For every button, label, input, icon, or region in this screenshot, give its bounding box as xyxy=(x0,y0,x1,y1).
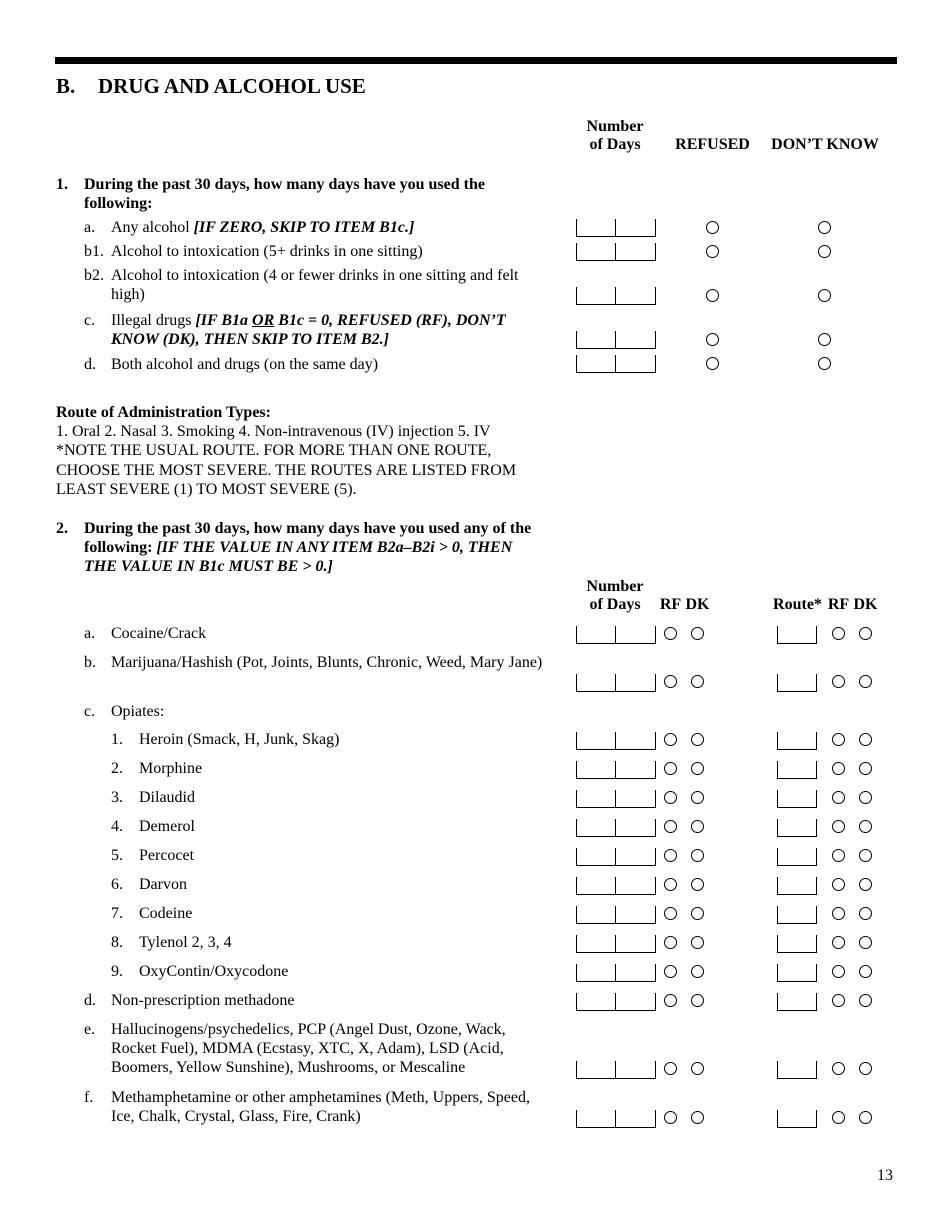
route-rf-radio[interactable] xyxy=(832,994,845,1007)
route-dk-radio[interactable] xyxy=(859,733,872,746)
route-rf-radio[interactable] xyxy=(832,936,845,949)
days-input-box[interactable] xyxy=(576,964,656,982)
top-rule xyxy=(55,57,897,64)
days-input-box[interactable] xyxy=(576,761,656,779)
rf-radio[interactable] xyxy=(664,675,677,688)
rf-radio[interactable] xyxy=(664,965,677,978)
route-rf-radio[interactable] xyxy=(832,627,845,640)
rf-radio[interactable] xyxy=(664,849,677,862)
refused-radio[interactable] xyxy=(706,221,719,234)
q2-rf2-header: RF xyxy=(827,596,850,613)
route-rf-radio[interactable] xyxy=(832,965,845,978)
route-input-box[interactable] xyxy=(777,935,817,953)
days-input-box[interactable] xyxy=(576,1110,656,1128)
dk-radio[interactable] xyxy=(691,820,704,833)
route-input-box[interactable] xyxy=(777,674,817,692)
route-dk-radio[interactable] xyxy=(859,936,872,949)
days-input-box[interactable] xyxy=(576,626,656,644)
q2-days-header: Number of Days xyxy=(586,578,644,613)
q1-item-b1: Alcohol to intoxication (5+ drinks in one sitting) xyxy=(111,243,423,260)
route-heading: Route of Administration Types: xyxy=(56,404,271,421)
q2-item-label: c. xyxy=(84,703,96,720)
rf-radio[interactable] xyxy=(664,762,677,775)
days-input-box[interactable] xyxy=(576,877,656,895)
q2-item-c: Opiates: xyxy=(111,703,165,720)
q2-item-b: Marijuana/Hashish (Pot, Joints, Blunts, Chronic, Weed, Mary Jane) xyxy=(111,654,543,671)
refused-radio[interactable] xyxy=(706,289,719,302)
q2-item-label: e. xyxy=(84,1021,96,1038)
q2-item-hallucinogens: Hallucinogens/psychedelics, PCP (Angel Dust, Ozone, Wack, Rocket Fuel), MDMA (Ecstasy, XTC, X, Adam), LSD (Acid, Boomers, Yellow Sunshine), Mushrooms, or Mescaline xyxy=(111,1021,506,1076)
q2-dk-header: DK xyxy=(685,596,710,613)
route-dk-radio[interactable] xyxy=(859,994,872,1007)
q1-item-label: b2. xyxy=(84,267,104,284)
q1-item-label: a. xyxy=(84,219,96,236)
route-dk-radio[interactable] xyxy=(859,791,872,804)
dk-radio[interactable] xyxy=(691,1062,704,1075)
q2-item-methadone: Non-prescription methadone xyxy=(111,992,295,1009)
days-input-box[interactable] xyxy=(576,1061,656,1079)
q2-item-demerol: Demerol xyxy=(139,818,195,835)
q2-prompt: During the past 30 days, how many days have you used any of the following: [IF THE VALUE IN ANY ITEM B2a–B2i > 0, THEN THE VALUE IN B1c MUST BE > 0.] xyxy=(84,520,532,575)
dont-know-radio[interactable] xyxy=(818,333,831,346)
rf-radio[interactable] xyxy=(664,907,677,920)
q2-item-oxycontin: OxyContin/Oxycodone xyxy=(139,963,289,980)
days-input-box[interactable] xyxy=(576,935,656,953)
q2-number: 2. xyxy=(56,520,68,537)
q1-item-c: Illegal drugs [IF B1a OR B1c = 0, REFUSED (RF), DON’T KNOW (DK), THEN SKIP TO ITEM B2.] xyxy=(111,312,506,348)
days-input-box[interactable] xyxy=(576,848,656,866)
route-dk-radio[interactable] xyxy=(859,820,872,833)
rf-radio[interactable] xyxy=(664,627,677,640)
days-input-box[interactable] xyxy=(576,219,656,237)
q2-route-header: Route* xyxy=(773,596,822,613)
q2-item-tylenol: Tylenol 2, 3, 4 xyxy=(139,934,232,951)
days-input-box[interactable] xyxy=(576,287,656,305)
dk-radio[interactable] xyxy=(691,733,704,746)
route-dk-radio[interactable] xyxy=(859,849,872,862)
dk-radio[interactable] xyxy=(691,1111,704,1124)
dont-know-radio[interactable] xyxy=(818,289,831,302)
route-note: *NOTE THE USUAL ROUTE. FOR MORE THAN ONE ROUTE, CHOOSE THE MOST SEVERE. THE ROUTES ARE LISTED FROM LEAST SEVERE (1) TO MOST SEVERE (5). xyxy=(56,442,517,498)
q2-subitem-label: 2. xyxy=(111,760,123,777)
route-rf-radio[interactable] xyxy=(832,849,845,862)
q2-subitem-label: 7. xyxy=(111,905,123,922)
route-types: 1. Oral 2. Nasal 3. Smoking 4. Non-intravenous (IV) injection 5. IV xyxy=(56,423,491,440)
refused-radio[interactable] xyxy=(706,245,719,258)
route-input-box[interactable] xyxy=(777,848,817,866)
days-input-box[interactable] xyxy=(576,732,656,750)
page-number: 13 xyxy=(877,1167,893,1184)
days-input-box[interactable] xyxy=(576,906,656,924)
route-input-box[interactable] xyxy=(777,906,817,924)
q2-item-a: Cocaine/Crack xyxy=(111,625,207,642)
q1-dont-know-header: DON’T KNOW xyxy=(771,136,879,153)
q2-subitem-label: 4. xyxy=(111,818,123,835)
route-input-box[interactable] xyxy=(777,790,817,808)
route-dk-radio[interactable] xyxy=(859,627,872,640)
dk-radio[interactable] xyxy=(691,675,704,688)
dk-radio[interactable] xyxy=(691,994,704,1007)
rf-radio[interactable] xyxy=(664,1111,677,1124)
rf-radio[interactable] xyxy=(664,1062,677,1075)
q1-item-label: d. xyxy=(84,356,96,373)
rf-radio[interactable] xyxy=(664,878,677,891)
q2-subitem-label: 9. xyxy=(111,963,123,980)
q2-subitem-label: 6. xyxy=(111,876,123,893)
rf-radio[interactable] xyxy=(664,820,677,833)
dk-radio[interactable] xyxy=(691,791,704,804)
rf-radio[interactable] xyxy=(664,733,677,746)
q1-item-d: Both alcohol and drugs (on the same day) xyxy=(111,356,379,373)
dk-radio[interactable] xyxy=(691,936,704,949)
q1-item-label: c. xyxy=(84,312,96,329)
q2-item-percocet: Percocet xyxy=(139,847,195,864)
days-input-box[interactable] xyxy=(576,790,656,808)
route-dk-radio[interactable] xyxy=(859,907,872,920)
q2-item-codeine: Codeine xyxy=(139,905,193,922)
q2-subitem-label: 3. xyxy=(111,789,123,806)
route-input-box[interactable] xyxy=(777,819,817,837)
q2-item-methamphetamine: Methamphetamine or other amphetamines (Meth, Uppers, Speed, Ice, Chalk, Crystal, Glass, Fire, Crank) xyxy=(111,1089,530,1125)
q2-subitem-label: 8. xyxy=(111,934,123,951)
route-dk-radio[interactable] xyxy=(859,675,872,688)
q2-item-label: f. xyxy=(84,1089,94,1106)
dk-radio[interactable] xyxy=(691,878,704,891)
dk-radio[interactable] xyxy=(691,965,704,978)
route-input-box[interactable] xyxy=(777,877,817,895)
q1-days-header: Number of Days xyxy=(586,118,644,153)
days-input-box[interactable] xyxy=(576,243,656,261)
route-dk-radio[interactable] xyxy=(859,1111,872,1124)
rf-radio[interactable] xyxy=(664,791,677,804)
route-input-box[interactable] xyxy=(777,1061,817,1079)
route-dk-radio[interactable] xyxy=(859,965,872,978)
q2-item-heroin: Heroin (Smack, H, Junk, Skag) xyxy=(139,731,340,748)
dk-radio[interactable] xyxy=(691,627,704,640)
route-input-box[interactable] xyxy=(777,626,817,644)
route-rf-radio[interactable] xyxy=(832,791,845,804)
dk-radio[interactable] xyxy=(691,762,704,775)
route-input-box[interactable] xyxy=(777,732,817,750)
route-rf-radio[interactable] xyxy=(832,878,845,891)
q2-item-morphine: Morphine xyxy=(139,760,203,777)
q1-number: 1. xyxy=(56,176,68,193)
dont-know-radio[interactable] xyxy=(818,221,831,234)
days-input-box[interactable] xyxy=(576,993,656,1011)
q2-item-darvon: Darvon xyxy=(139,876,187,893)
rf-radio[interactable] xyxy=(664,994,677,1007)
q1-item-label: b1. xyxy=(84,243,104,260)
dk-radio[interactable] xyxy=(691,907,704,920)
route-rf-radio[interactable] xyxy=(832,820,845,833)
route-input-box[interactable] xyxy=(777,993,817,1011)
route-rf-radio[interactable] xyxy=(832,675,845,688)
dont-know-radio[interactable] xyxy=(818,357,831,370)
days-input-box[interactable] xyxy=(576,674,656,692)
days-input-box[interactable] xyxy=(576,331,656,349)
route-rf-radio[interactable] xyxy=(832,907,845,920)
q1-refused-header: REFUSED xyxy=(675,136,750,153)
route-rf-radio[interactable] xyxy=(832,762,845,775)
days-input-box[interactable] xyxy=(576,355,656,373)
q2-item-dilaudid: Dilaudid xyxy=(139,789,195,806)
q2-rf-header: RF xyxy=(659,596,682,613)
q2-subitem-label: 1. xyxy=(111,731,123,748)
q2-dk2-header: DK xyxy=(853,596,878,613)
q2-item-label: a. xyxy=(84,625,96,642)
route-input-box[interactable] xyxy=(777,761,817,779)
q2-item-label: d. xyxy=(84,992,96,1009)
q1-item-b2: Alcohol to intoxication (4 or fewer drinks in one sitting and felt high) xyxy=(111,267,519,303)
refused-radio[interactable] xyxy=(706,333,719,346)
days-input-box[interactable] xyxy=(576,819,656,837)
q1-item-a: Any alcohol [IF ZERO, SKIP TO ITEM B1c.] xyxy=(111,219,415,236)
route-rf-radio[interactable] xyxy=(832,1062,845,1075)
route-dk-radio[interactable] xyxy=(859,878,872,891)
route-dk-radio[interactable] xyxy=(859,762,872,775)
route-dk-radio[interactable] xyxy=(859,1062,872,1075)
q1-prompt: During the past 30 days, how many days have you used the following: xyxy=(84,176,485,212)
dk-radio[interactable] xyxy=(691,849,704,862)
q2-subitem-label: 5. xyxy=(111,847,123,864)
route-input-box[interactable] xyxy=(777,1110,817,1128)
route-input-box[interactable] xyxy=(777,964,817,982)
refused-radio[interactable] xyxy=(706,357,719,370)
q2-item-label: b. xyxy=(84,654,96,671)
dont-know-radio[interactable] xyxy=(818,245,831,258)
section-title: B. DRUG AND ALCOHOL USE xyxy=(56,74,366,98)
rf-radio[interactable] xyxy=(664,936,677,949)
route-rf-radio[interactable] xyxy=(832,733,845,746)
route-rf-radio[interactable] xyxy=(832,1111,845,1124)
